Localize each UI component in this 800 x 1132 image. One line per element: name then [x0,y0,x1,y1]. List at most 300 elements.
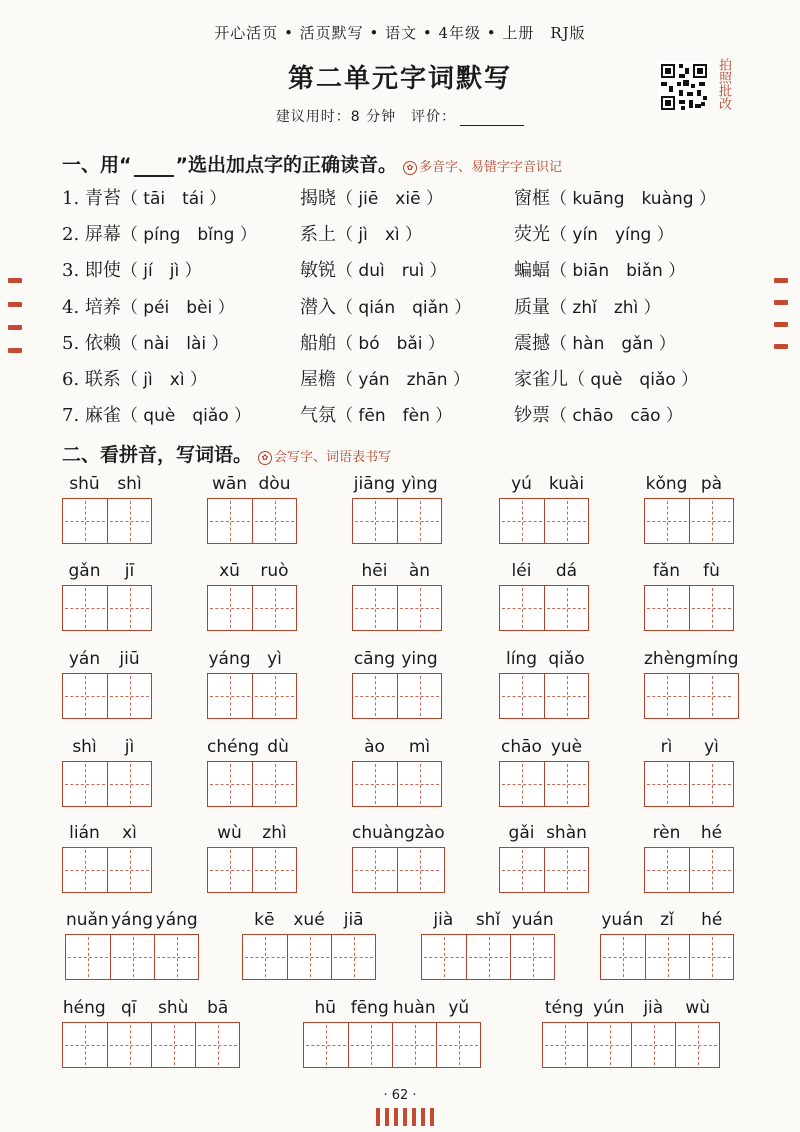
pronunciation-item [514,401,683,427]
writing-cell[interactable] [500,499,544,543]
section-1-title-blank [134,161,174,177]
word: 震撼 [514,332,550,354]
writing-cell[interactable] [500,674,544,718]
writing-cell[interactable] [689,762,733,806]
writing-grid[interactable] [62,1022,240,1068]
word: 气氛 [300,405,336,427]
word: 敏锐 [300,260,336,282]
writing-cell[interactable] [63,1023,107,1067]
flower-icon: ✿ [258,451,272,465]
pronunciation-item [514,329,676,355]
writing-cell[interactable] [397,499,441,543]
writing-cell[interactable] [252,848,296,892]
writing-grid[interactable] [352,847,445,893]
pinyin-syllable: dù [267,737,289,757]
pinyin-syllable: chāo [501,737,542,757]
section-2-title: 二、看拼音，写词语。 [62,444,253,466]
time-label: 建议用时：8 分钟 评价： [275,109,457,125]
pinyin-syllable: chéng [207,737,260,757]
pinyin-write-group [242,910,376,980]
writing-grid[interactable] [352,761,442,807]
pronunciation-item [62,184,226,210]
margin-mark [774,322,788,327]
pinyin-syllable: hēi [361,561,388,581]
pinyin-choices[interactable]: （ duì ruì ） [336,261,447,282]
writing-cell[interactable] [353,848,397,892]
word: 揭晓 [300,188,336,209]
pinyin-syllable: chuàng [352,823,415,843]
word: 屋檐 [300,369,336,390]
writing-cell[interactable] [436,1023,480,1067]
writing-cell[interactable] [66,935,110,979]
pinyin-choices[interactable]: （ chāo cāo ） [550,406,683,427]
pinyin-write-group [352,823,445,893]
writing-grid[interactable] [303,1022,481,1068]
pinyin-write-group [352,649,442,719]
writing-cell[interactable] [107,499,151,543]
writing-cell[interactable] [631,1023,675,1067]
pinyin-choices[interactable]: （ kuāng kuàng ） [550,189,716,209]
pinyin-write-group [600,910,734,980]
writing-cell[interactable] [208,586,252,630]
writing-cell[interactable] [252,762,296,806]
pinyin-syllable: ying [401,649,438,669]
pinyin-syllable: yìng [401,474,438,494]
pinyin-write-group [644,561,734,631]
pronunciation-item [300,329,445,355]
pinyin-write-group [421,910,555,980]
pinyin-choices[interactable]: （ jí jì ） [120,261,202,282]
pinyin-syllable: cāng [353,649,396,669]
pinyin-syllable: zhèng [644,649,696,669]
pinyin-choices[interactable]: （ nài lài ） [120,333,229,354]
writing-cell[interactable] [107,674,151,718]
pinyin-syllable: ruò [260,561,289,581]
writing-cell[interactable] [208,499,252,543]
writing-cell[interactable] [151,1023,195,1067]
writing-cell[interactable] [304,1023,348,1067]
pinyin-choices[interactable]: （ jì xì ） [336,225,423,246]
pinyin-row [421,910,555,934]
pinyin-row [499,823,589,847]
writing-cell[interactable] [353,762,397,806]
writing-cell[interactable] [422,935,466,979]
pinyin-choices[interactable]: （ yán zhān ） [336,370,470,390]
writing-cell[interactable] [107,586,151,630]
series-header: 开心活页 • 活页默写 • 语文 • 4年级 • 上册 RJ版 [214,24,586,42]
writing-cell[interactable] [675,1023,719,1067]
section-2-heading [62,440,391,467]
pinyin-syllable: gǎi [508,823,535,843]
writing-cell[interactable] [107,1023,151,1067]
pinyin-row [600,910,734,934]
pinyin-syllable: zhì [262,823,287,843]
writing-cell[interactable] [645,499,689,543]
word: 家雀儿 [514,369,568,390]
word: 1. 青苔 [62,188,121,209]
writing-cell[interactable] [348,1023,392,1067]
writing-grid[interactable] [499,673,589,719]
writing-cell[interactable] [397,848,441,892]
pinyin-row [242,910,376,934]
section-2-tag [258,450,391,465]
pinyin-syllable: mì [408,737,431,757]
pinyin-write-group [62,649,152,719]
pinyin-choices[interactable]: （ tāi tái ） [120,189,227,209]
pronunciation-item [62,365,207,391]
pinyin-syllable: qī [120,998,137,1018]
writing-cell[interactable] [466,935,510,979]
writing-grid[interactable] [352,673,442,719]
pinyin-row [644,561,734,585]
pinyin-syllable: shì [72,737,97,757]
writing-grid[interactable] [499,585,589,631]
writing-grid[interactable] [207,673,297,719]
writing-cell[interactable] [544,674,588,718]
writing-cell[interactable] [500,848,544,892]
pinyin-write-group [644,649,739,719]
writing-cell[interactable] [500,586,544,630]
pinyin-syllable: jià [433,910,454,930]
word: 窗框 [514,188,550,209]
writing-grid[interactable] [352,585,442,631]
pinyin-syllable: yì [704,737,719,757]
pinyin-choices[interactable]: （ biān biǎn ） [550,261,686,282]
writing-grid[interactable] [644,498,734,544]
pronunciation-item [514,184,716,210]
pinyin-syllable: kǒng [645,474,688,494]
pinyin-choices[interactable]: （ qián qiǎn ） [336,297,472,318]
writing-grid[interactable] [207,761,297,807]
pronunciation-item [514,256,685,282]
word: 7. 麻雀 [62,405,121,427]
pinyin-choices[interactable]: （ yín yíng ） [550,225,674,246]
writing-cell[interactable] [208,674,252,718]
section-1-title-post: ”选出加点字的正确读音。 [175,154,397,176]
pinyin-syllable: àn [408,561,431,581]
word: 钞票 [514,405,550,427]
writing-cell[interactable] [689,674,733,718]
qr-label: 拍照批改 [716,58,731,110]
page-number: · 62 · [383,1088,417,1103]
writing-cell[interactable] [587,1023,631,1067]
writing-cell[interactable] [243,935,287,979]
pinyin-write-group [65,910,199,980]
pinyin-syllable: zào [414,823,445,843]
pinyin-syllable: ào [364,737,385,757]
pinyin-syllable: dá [555,561,578,581]
writing-grid[interactable] [644,847,734,893]
writing-cell[interactable] [63,499,107,543]
writing-grid[interactable] [499,761,589,807]
pinyin-choices[interactable]: （ bó bǎi ） [336,333,445,354]
pinyin-row [352,649,442,673]
writing-grid[interactable] [207,498,297,544]
pinyin-write-group [499,649,589,719]
pinyin-syllable: lián [69,823,100,843]
writing-cell[interactable] [689,586,733,630]
writing-cell[interactable] [544,848,588,892]
pinyin-row [352,737,442,761]
pinyin-choices[interactable]: （ fēn fèn ） [336,406,453,427]
pinyin-syllable: xì [122,823,137,843]
pinyin-row [62,649,152,673]
writing-cell[interactable] [331,935,375,979]
word: 船舶 [300,332,336,354]
writing-cell[interactable] [510,935,554,979]
pinyin-syllable: kē [254,910,275,930]
writing-cell[interactable] [353,499,397,543]
pinyin-syllable: jiā [343,910,364,930]
pinyin-write-group [352,474,442,544]
writing-cell[interactable] [107,762,151,806]
writing-cell[interactable] [500,762,544,806]
pinyin-choices[interactable]: （ jì xì ） [120,370,207,390]
flower-icon: ✿ [403,161,417,175]
pinyin-row [499,561,589,585]
pinyin-write-group [499,474,589,544]
writing-cell[interactable] [252,499,296,543]
pinyin-write-group [62,823,152,893]
writing-cell[interactable] [252,586,296,630]
pinyin-choices[interactable]: （ què qiǎo ） [120,406,252,427]
pinyin-syllable: xué [293,910,325,930]
pinyin-syllable: shì [117,474,142,494]
writing-grid[interactable] [62,761,152,807]
writing-cell[interactable] [195,1023,239,1067]
writing-cell[interactable] [353,674,397,718]
word: 4. 培养 [62,296,121,318]
pinyin-write-group [352,737,442,807]
pronunciation-item [300,184,443,210]
writing-grid[interactable] [352,498,442,544]
writing-grid[interactable] [207,847,297,893]
writing-cell[interactable] [645,586,689,630]
writing-cell[interactable] [392,1023,436,1067]
writing-cell[interactable] [107,848,151,892]
writing-grid[interactable] [499,498,589,544]
word: 荧光 [514,224,550,246]
writing-cell[interactable] [689,499,733,543]
writing-grid[interactable] [242,934,376,980]
pinyin-write-group [207,561,297,631]
margin-mark [8,325,22,330]
pinyin-syllable: míng [695,649,739,669]
pinyin-syllable: hū [314,998,337,1018]
pinyin-choices[interactable]: （ hàn gǎn ） [550,333,676,354]
writing-grid[interactable] [421,934,555,980]
pinyin-write-group [499,737,589,807]
pinyin-syllable: yì [267,649,282,669]
writing-grid[interactable] [207,585,297,631]
pronunciation-item [62,329,229,355]
pinyin-syllable: bā [207,998,229,1018]
pinyin-syllable: héng [62,998,106,1018]
pinyin-write-group [352,561,442,631]
writing-grid[interactable] [499,847,589,893]
pinyin-syllable: yuè [550,737,583,757]
pronunciation-item [514,365,698,391]
pinyin-write-group [499,561,589,631]
writing-cell[interactable] [397,674,441,718]
pinyin-syllable: yán [68,649,101,669]
writing-cell[interactable] [63,848,107,892]
writing-cell[interactable] [645,935,689,979]
pinyin-row [62,561,152,585]
section-2-tag-text: 会写字、词语表书写 [274,450,392,465]
pinyin-syllable: qiǎo [548,649,585,669]
pinyin-syllable: yuán [511,910,554,930]
margin-mark [8,302,22,307]
pronunciation-item [300,220,422,246]
writing-grid[interactable] [62,847,152,893]
word: 6. 联系 [62,369,121,390]
pinyin-syllable: wù [217,823,242,843]
pinyin-syllable: yǔ [448,998,470,1018]
pinyin-syllable: jià [643,998,664,1018]
writing-cell[interactable] [154,935,198,979]
margin-mark [8,278,22,283]
pinyin-syllable: léi [511,561,532,581]
pinyin-row [62,998,240,1022]
writing-grid[interactable] [644,585,734,631]
pronunciation-item [300,293,471,319]
writing-grid[interactable] [542,1022,720,1068]
pinyin-write-group [207,823,297,893]
writing-cell[interactable] [252,674,296,718]
writing-cell[interactable] [353,586,397,630]
pinyin-syllable: dòu [258,474,291,494]
pinyin-syllable: hé [701,910,723,930]
pinyin-syllable: fù [703,561,720,581]
pinyin-syllable: jiū [119,649,140,669]
word: 系上 [300,224,336,246]
writing-grid[interactable] [600,934,734,980]
pinyin-syllable: zǐ [660,910,674,930]
pinyin-syllable: fēng [350,998,389,1018]
pinyin-syllable: pà [700,474,723,494]
section-1-title-pre: 一、用“ [62,154,132,176]
writing-cell[interactable] [287,935,331,979]
writing-cell[interactable] [63,762,107,806]
margin-mark [8,348,22,353]
writing-cell[interactable] [63,586,107,630]
pinyin-write-group [542,998,720,1068]
pinyin-syllable: shū [69,474,100,494]
writing-grid[interactable] [62,498,152,544]
writing-cell[interactable] [645,848,689,892]
writing-grid[interactable] [644,761,734,807]
pinyin-choices[interactable]: （ què qiǎo ） [568,370,699,390]
pinyin-write-group [207,737,297,807]
pinyin-row [303,998,481,1022]
pinyin-syllable: shù [158,998,189,1018]
pinyin-syllable: nuǎn [65,910,109,930]
pinyin-row [352,474,442,498]
writing-grid[interactable] [62,673,152,719]
pinyin-write-group [499,823,589,893]
pinyin-syllable: jī [124,561,135,581]
section-1-tag [403,160,562,175]
pronunciation-item [514,220,674,246]
writing-cell[interactable] [543,1023,587,1067]
writing-cell[interactable] [63,674,107,718]
evaluation-blank[interactable] [460,113,524,126]
word: 潜入 [300,296,336,318]
pinyin-write-group [62,474,152,544]
qr-code-icon[interactable] [659,62,709,112]
pinyin-syllable: jiāng [353,474,396,494]
pinyin-choices[interactable]: （ péi bèi ） [120,297,235,318]
writing-cell[interactable] [645,762,689,806]
writing-cell[interactable] [397,586,441,630]
pinyin-row [207,823,297,847]
writing-cell[interactable] [544,499,588,543]
pinyin-row [644,823,734,847]
pinyin-syllable: fǎn [652,561,681,581]
writing-cell[interactable] [689,935,733,979]
writing-cell[interactable] [110,935,154,979]
margin-mark [774,344,788,349]
writing-cell[interactable] [645,674,689,718]
pronunciation-item [62,256,202,282]
writing-grid[interactable] [644,673,739,719]
pinyin-row [542,998,720,1022]
pinyin-row [207,737,297,761]
pinyin-syllable: yún [592,998,625,1018]
pinyin-row [499,737,589,761]
word: 2. 屏幕 [62,224,121,246]
pinyin-row [352,823,445,847]
writing-cell[interactable] [208,762,252,806]
word: 5. 依赖 [62,332,121,354]
pinyin-syllable: yú [511,474,532,494]
pinyin-syllable: huàn [392,998,436,1018]
pinyin-syllable: xū [219,561,240,581]
pinyin-row [644,649,739,673]
pronunciation-item [300,401,452,427]
writing-cell[interactable] [601,935,645,979]
writing-grid[interactable] [65,934,199,980]
pinyin-syllable: wù [685,998,711,1018]
section-1-heading [62,150,562,177]
pinyin-choices[interactable]: （ jiē xiē ） [336,189,443,209]
writing-cell[interactable] [397,762,441,806]
writing-grid[interactable] [62,585,152,631]
pinyin-syllable: rèn [652,823,681,843]
writing-cell[interactable] [544,586,588,630]
writing-cell[interactable] [208,848,252,892]
writing-cell[interactable] [689,848,733,892]
pinyin-syllable: jì [124,737,135,757]
pinyin-row [644,737,734,761]
pinyin-choices[interactable]: （ píng bǐng ） [120,225,257,246]
pinyin-syllable: líng [505,649,537,669]
pinyin-write-group [62,737,152,807]
pronunciation-item [62,293,235,319]
pinyin-write-group [644,823,734,893]
writing-cell[interactable] [544,762,588,806]
pinyin-syllable: yáng [155,910,198,930]
pronunciation-item [62,401,251,427]
pinyin-row [499,474,589,498]
pinyin-choices[interactable]: （ zhǐ zhì ） [550,297,661,318]
pinyin-write-group [62,561,152,631]
pinyin-write-group [644,737,734,807]
word: 质量 [514,296,550,318]
pinyin-syllable: yáng [208,649,251,669]
word: 蝙蝠 [514,260,550,282]
